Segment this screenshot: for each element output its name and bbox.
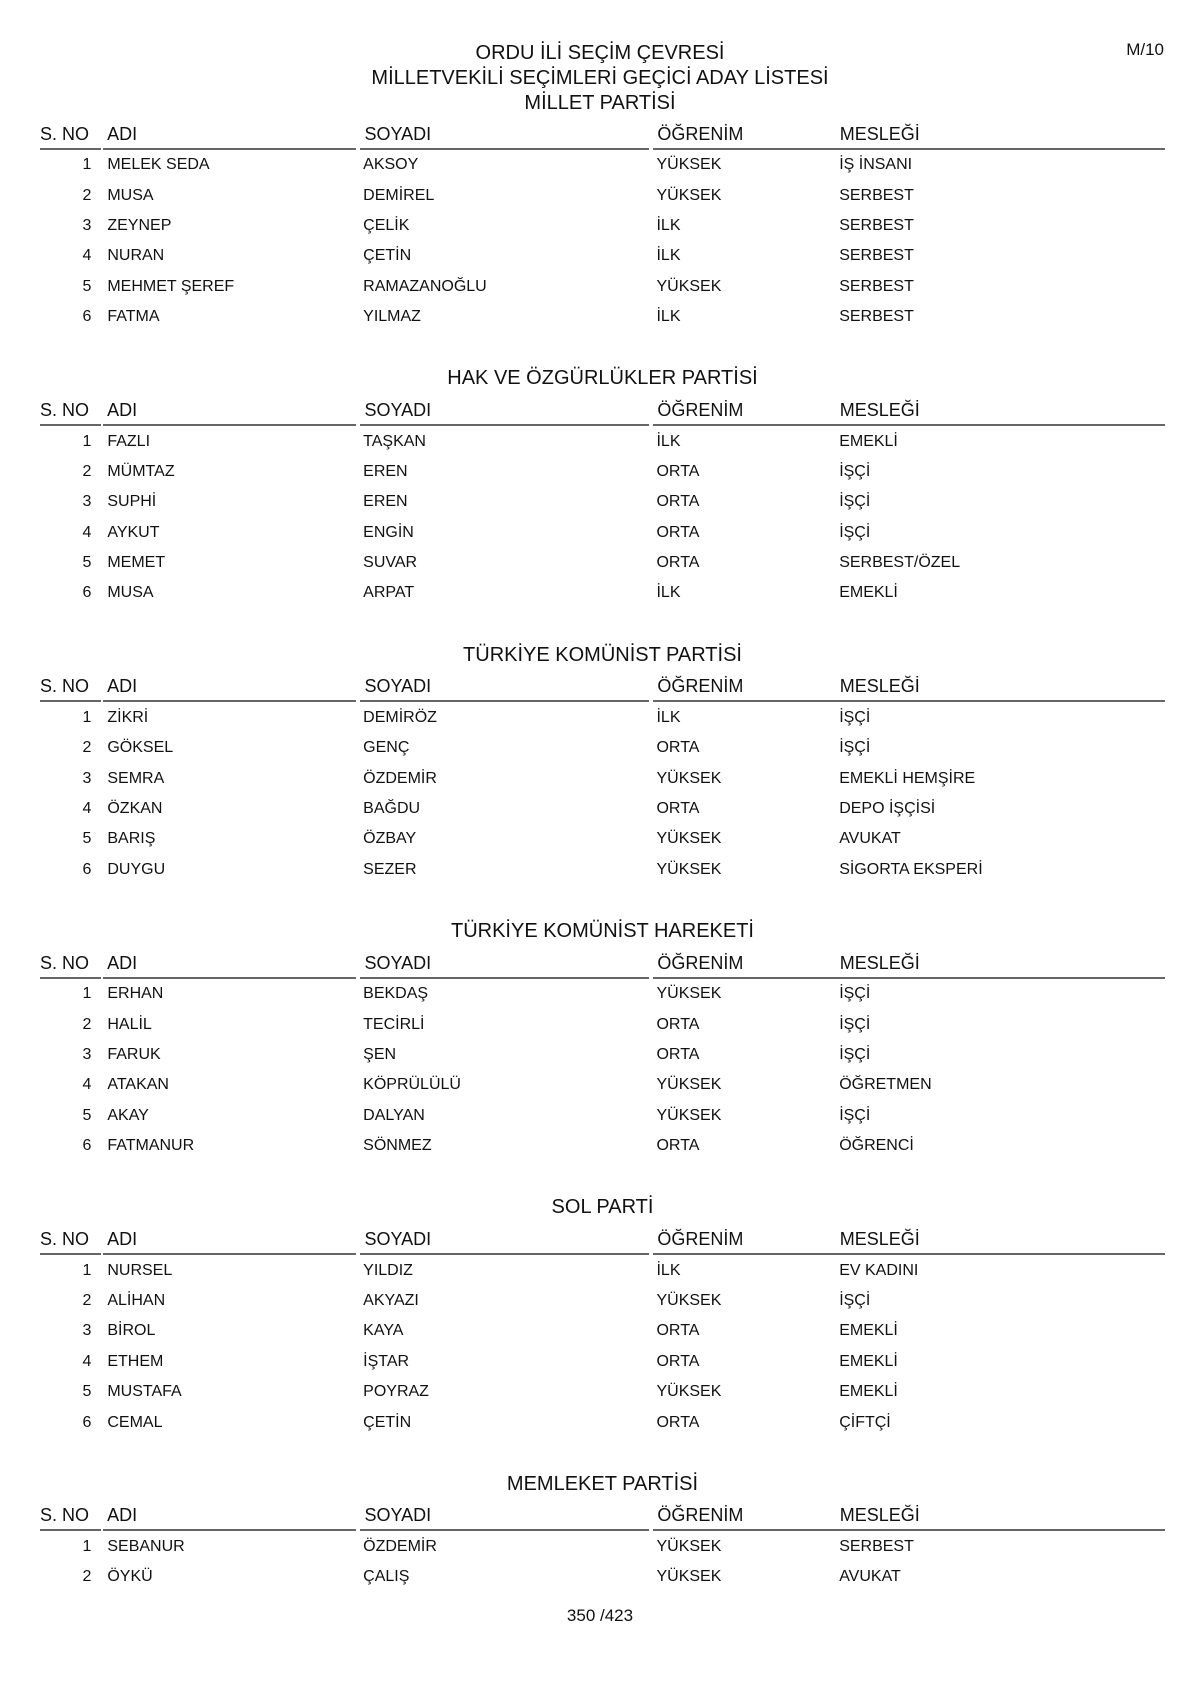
table-row <box>40 548 1165 578</box>
table-row <box>40 855 1165 885</box>
cell-soyadi: AKSOY <box>363 156 419 174</box>
column-header-soyadi: SOYADI <box>360 950 649 979</box>
cell-meslegi: İŞÇİ <box>839 739 871 757</box>
column-header-soyadi: SOYADI <box>360 121 649 150</box>
cell-soyadi: KAYA <box>363 1322 404 1340</box>
table-row <box>40 824 1165 854</box>
party-title: HAK VE ÖZGÜRLÜKLER PARTİSİ <box>447 367 758 390</box>
column-header-adi: ADI <box>103 673 356 702</box>
cell-ogrenim: YÜKSEK <box>656 1568 722 1586</box>
table-row <box>40 979 1165 1009</box>
party-section <box>40 1194 1165 1437</box>
party-section <box>40 642 1165 885</box>
cell-meslegi: İŞÇİ <box>839 1046 871 1063</box>
table-row <box>40 1070 1165 1100</box>
title-line-1: ORDU İLİ SEÇİM ÇEVRESİ <box>475 42 725 64</box>
table-row <box>40 1407 1165 1437</box>
cell-meslegi: DEPO İŞÇİSİ <box>839 800 936 818</box>
cell-s-no: 5 <box>82 1383 92 1401</box>
party-title: TÜRKİYE KOMÜNİST HAREKETİ <box>450 920 754 943</box>
cell-soyadi: BAĞDU <box>363 800 421 818</box>
cell-adi: SUPHİ <box>107 493 157 511</box>
cell-soyadi: DEMİREL <box>363 186 435 204</box>
cell-soyadi: YILDIZ <box>363 1261 413 1279</box>
cell-soyadi: DEMİRÖZ <box>363 708 437 726</box>
cell-ogrenim: İLK <box>656 1261 681 1279</box>
cell-meslegi: ÇİFTÇİ <box>839 1413 891 1431</box>
cell-adi: DUYGU <box>107 860 166 878</box>
cell-ogrenim: ORTA <box>656 1352 700 1370</box>
column-header-s-no: S. NO <box>40 121 101 150</box>
cell-meslegi: EMEKLİ <box>839 1383 898 1401</box>
cell-adi: ETHEM <box>107 1352 164 1370</box>
cell-meslegi: SERBEST <box>839 308 914 326</box>
candidate-lists <box>40 120 1165 1626</box>
cell-meslegi: SERBEST <box>839 247 914 265</box>
cell-soyadi: EREN <box>363 493 408 511</box>
cell-meslegi: İŞ İNSANI <box>839 156 913 174</box>
cell-soyadi: İŞTAR <box>363 1352 410 1370</box>
column-header-soyadi: SOYADI <box>360 1502 649 1531</box>
table-row <box>40 578 1165 608</box>
cell-meslegi: AVUKAT <box>839 1568 901 1586</box>
cell-adi: FATMANUR <box>107 1137 195 1155</box>
table-row <box>40 1377 1165 1407</box>
cell-ogrenim: YÜKSEK <box>656 769 722 787</box>
cell-soyadi: ÇETİN <box>363 1413 412 1431</box>
cell-s-no: 1 <box>82 1261 92 1279</box>
cell-ogrenim: ORTA <box>656 800 700 818</box>
cell-s-no: 1 <box>82 432 92 450</box>
column-header-soyadi: SOYADI <box>360 1226 649 1255</box>
cell-soyadi: ÇETİN <box>363 247 412 265</box>
table-row <box>40 1286 1165 1316</box>
table-header <box>40 1225 1165 1255</box>
table-row <box>40 1009 1165 1039</box>
cell-s-no: 5 <box>82 830 92 848</box>
cell-meslegi: İŞÇİ <box>839 1106 871 1124</box>
cell-soyadi: GENÇ <box>363 739 410 757</box>
cell-s-no: 3 <box>82 769 92 787</box>
column-header-meslegi: MESLEĞİ <box>836 950 1165 979</box>
cell-adi: ATAKAN <box>107 1076 169 1094</box>
cell-meslegi: SİGORTA EKSPERİ <box>839 860 983 878</box>
cell-adi: NURAN <box>107 247 165 265</box>
cell-ogrenim: YÜKSEK <box>656 985 722 1003</box>
cell-s-no: 6 <box>82 308 92 326</box>
table-row <box>40 302 1165 332</box>
cell-soyadi: AKYAZI <box>363 1291 419 1309</box>
cell-meslegi: EMEKLİ <box>839 1322 898 1340</box>
column-header-meslegi: MESLEĞİ <box>836 1502 1165 1531</box>
cell-adi: NURSEL <box>107 1261 173 1279</box>
cell-meslegi: SERBEST <box>839 1537 914 1555</box>
cell-ogrenim: ORTA <box>656 554 700 572</box>
cell-meslegi: İŞÇİ <box>839 462 871 480</box>
cell-adi: FARUK <box>107 1046 161 1063</box>
cell-soyadi: SUVAR <box>363 554 418 572</box>
cell-adi: GÖKSEL <box>107 739 174 757</box>
cell-soyadi: BEKDAŞ <box>363 985 429 1003</box>
cell-soyadi: ÖZDEMİR <box>363 769 437 787</box>
table-row <box>40 1040 1165 1070</box>
cell-ogrenim: ORTA <box>656 1046 700 1063</box>
cell-soyadi: TECİRLİ <box>363 1015 425 1033</box>
cell-soyadi: ÇALIŞ <box>363 1568 410 1586</box>
page-code: M/10 <box>1126 40 1164 59</box>
column-header-meslegi: MESLEĞİ <box>836 397 1165 426</box>
cell-meslegi: SERBEST/ÖZEL <box>839 554 961 572</box>
cell-s-no: 2 <box>82 1568 92 1586</box>
cell-meslegi: EV KADINI <box>839 1261 919 1279</box>
cell-s-no: 3 <box>82 1046 92 1063</box>
party-section <box>40 918 1165 1161</box>
cell-soyadi: POYRAZ <box>363 1383 429 1401</box>
table-header <box>40 396 1165 426</box>
table-header <box>40 120 1165 150</box>
cell-ogrenim: ORTA <box>656 523 700 541</box>
table-row <box>40 487 1165 517</box>
cell-s-no: 6 <box>82 860 92 878</box>
cell-adi: MÜMTAZ <box>107 462 175 480</box>
table-row <box>40 1131 1165 1161</box>
cell-meslegi: İŞÇİ <box>839 1291 871 1309</box>
column-header-adi: ADI <box>103 121 356 150</box>
cell-meslegi: SERBEST <box>839 277 914 295</box>
cell-meslegi: EMEKLİ <box>839 584 898 602</box>
column-header-s-no: S. NO <box>40 673 101 702</box>
column-header-adi: ADI <box>103 397 356 426</box>
cell-s-no: 2 <box>82 1015 92 1033</box>
cell-ogrenim: ORTA <box>656 1322 700 1340</box>
cell-adi: MEMET <box>107 554 166 572</box>
cell-meslegi: İŞÇİ <box>839 708 871 726</box>
cell-ogrenim: ORTA <box>656 493 700 511</box>
cell-soyadi: ÖZBAY <box>363 830 417 848</box>
table-row <box>40 703 1165 733</box>
column-header-meslegi: MESLEĞİ <box>836 121 1165 150</box>
column-header-adi: ADI <box>103 1502 356 1531</box>
table-row <box>40 1347 1165 1377</box>
table-row <box>40 241 1165 271</box>
cell-s-no: 2 <box>82 462 92 480</box>
column-header-s-no: S. NO <box>40 1502 101 1531</box>
cell-s-no: 3 <box>82 493 92 511</box>
cell-soyadi: YILMAZ <box>363 308 421 326</box>
table-header <box>40 1502 1165 1532</box>
cell-s-no: 6 <box>82 1413 92 1431</box>
column-header-adi: ADI <box>103 1226 356 1255</box>
cell-adi: MEHMET ŞEREF <box>107 277 235 295</box>
cell-soyadi: ŞEN <box>363 1046 397 1063</box>
cell-adi: ERHAN <box>107 985 164 1003</box>
cell-soyadi: ÇELİK <box>363 216 410 234</box>
column-header-adi: ADI <box>103 950 356 979</box>
cell-ogrenim: YÜKSEK <box>656 830 722 848</box>
cell-adi: MELEK SEDA <box>107 156 210 174</box>
cell-adi: ZEYNEP <box>107 216 172 234</box>
cell-ogrenim: YÜKSEK <box>656 1291 722 1309</box>
cell-ogrenim: YÜKSEK <box>656 186 722 204</box>
cell-meslegi: İŞÇİ <box>839 523 871 541</box>
cell-soyadi: ENGİN <box>363 523 414 541</box>
table-header <box>40 949 1165 979</box>
cell-ogrenim: İLK <box>656 708 681 726</box>
cell-soyadi: EREN <box>363 462 408 480</box>
table-row <box>40 794 1165 824</box>
table-row <box>40 457 1165 487</box>
cell-adi: CEMAL <box>107 1413 163 1431</box>
column-header-ogrenim: ÖĞRENİM <box>653 397 835 426</box>
cell-meslegi: SERBEST <box>839 216 914 234</box>
cell-meslegi: AVUKAT <box>839 830 901 848</box>
cell-ogrenim: YÜKSEK <box>656 1076 722 1094</box>
cell-meslegi: ÖĞRETMEN <box>839 1076 932 1094</box>
cell-ogrenim: YÜKSEK <box>656 277 722 295</box>
cell-s-no: 3 <box>82 1322 92 1340</box>
cell-meslegi: SERBEST <box>839 186 914 204</box>
cell-s-no: 2 <box>82 1291 92 1309</box>
cell-adi: SEMRA <box>107 769 165 787</box>
column-header-ogrenim: ÖĞRENİM <box>653 1502 835 1531</box>
table-row <box>40 1316 1165 1346</box>
cell-s-no: 6 <box>82 1137 92 1155</box>
cell-meslegi: İŞÇİ <box>839 1015 871 1033</box>
cell-s-no: 2 <box>82 186 92 204</box>
party-section <box>40 365 1165 608</box>
cell-s-no: 1 <box>82 1537 92 1555</box>
party-section <box>40 120 1165 332</box>
column-header-ogrenim: ÖĞRENİM <box>653 673 835 702</box>
table-row <box>40 1562 1165 1592</box>
column-header-s-no: S. NO <box>40 1226 101 1255</box>
column-header-s-no: S. NO <box>40 397 101 426</box>
column-header-ogrenim: ÖĞRENİM <box>653 121 835 150</box>
cell-adi: BARIŞ <box>107 830 156 848</box>
table-row <box>40 1101 1165 1131</box>
cell-adi: FAZLI <box>107 432 151 450</box>
cell-adi: MUSA <box>107 584 154 602</box>
cell-adi: ÖYKÜ <box>107 1568 153 1586</box>
cell-soyadi: TAŞKAN <box>363 432 426 450</box>
cell-adi: BİROL <box>107 1322 156 1340</box>
column-header-ogrenim: ÖĞRENİM <box>653 950 835 979</box>
column-header-meslegi: MESLEĞİ <box>836 673 1165 702</box>
cell-s-no: 3 <box>82 216 92 234</box>
party-title: SOL PARTİ <box>551 1196 654 1219</box>
cell-ogrenim: ORTA <box>656 1015 700 1033</box>
cell-soyadi: SEZER <box>363 860 417 878</box>
cell-meslegi: EMEKLİ <box>839 1352 898 1370</box>
cell-ogrenim: YÜKSEK <box>656 1537 722 1555</box>
cell-soyadi: KÖPRÜLÜLÜ <box>363 1076 461 1094</box>
column-header-soyadi: SOYADI <box>360 673 649 702</box>
cell-ogrenim: İLK <box>656 584 681 602</box>
cell-ogrenim: ORTA <box>656 1137 700 1155</box>
cell-adi: ÖZKAN <box>107 800 163 818</box>
cell-adi: MUSTAFA <box>107 1383 182 1401</box>
table-row <box>40 1255 1165 1285</box>
cell-s-no: 2 <box>82 739 92 757</box>
cell-s-no: 1 <box>82 985 92 1003</box>
cell-s-no: 6 <box>82 584 92 602</box>
cell-s-no: 5 <box>82 554 92 572</box>
party-section <box>40 1471 1165 1593</box>
cell-s-no: 5 <box>82 1106 92 1124</box>
cell-meslegi: ÖĞRENCİ <box>839 1137 914 1155</box>
cell-s-no: 4 <box>82 1352 92 1370</box>
table-row <box>40 211 1165 241</box>
cell-s-no: 4 <box>82 247 92 265</box>
party-title: MEMLEKET PARTİSİ <box>506 1472 699 1495</box>
cell-soyadi: ÖZDEMİR <box>363 1537 437 1555</box>
table-row <box>40 426 1165 456</box>
cell-meslegi: İŞÇİ <box>839 493 871 511</box>
cell-ogrenim: YÜKSEK <box>656 860 722 878</box>
column-header-soyadi: SOYADI <box>360 397 649 426</box>
cell-adi: AYKUT <box>107 523 160 541</box>
table-row <box>40 150 1165 180</box>
table-row <box>40 518 1165 548</box>
table-row <box>40 1532 1165 1562</box>
cell-ogrenim: İLK <box>656 308 681 326</box>
cell-ogrenim: İLK <box>656 247 681 265</box>
cell-s-no: 1 <box>82 708 92 726</box>
column-header-s-no: S. NO <box>40 950 101 979</box>
party-title: TÜRKİYE KOMÜNİST PARTİSİ <box>463 643 742 666</box>
table-row <box>40 763 1165 793</box>
cell-adi: HALİL <box>107 1015 152 1033</box>
cell-meslegi: EMEKLİ <box>839 432 898 450</box>
document-title <box>0 41 1200 116</box>
cell-soyadi: DALYAN <box>363 1106 425 1124</box>
cell-adi: AKAY <box>107 1106 149 1124</box>
table-row <box>40 272 1165 302</box>
cell-adi: MUSA <box>107 186 154 204</box>
cell-ogrenim: İLK <box>656 216 681 234</box>
cell-adi: ALİHAN <box>107 1291 166 1309</box>
column-header-ogrenim: ÖĞRENİM <box>653 1226 835 1255</box>
cell-ogrenim: YÜKSEK <box>656 1106 722 1124</box>
cell-adi: SEBANUR <box>107 1537 185 1555</box>
table-row <box>40 180 1165 210</box>
table-row <box>40 733 1165 763</box>
cell-adi: ZİKRİ <box>107 708 149 726</box>
page-number: 350 /423 <box>566 1606 634 1625</box>
cell-s-no: 4 <box>82 523 92 541</box>
first-party-title: MİLLET PARTİSİ <box>524 92 676 114</box>
cell-soyadi: SÖNMEZ <box>363 1137 432 1155</box>
cell-ogrenim: YÜKSEK <box>656 1383 722 1401</box>
table-header <box>40 673 1165 703</box>
cell-ogrenim: ORTA <box>656 462 700 480</box>
title-line-2: MİLLETVEKİLİ SEÇİMLERİ GEÇİCİ ADAY LİSTESİ <box>371 67 829 89</box>
cell-ogrenim: ORTA <box>656 739 700 757</box>
cell-s-no: 4 <box>82 1076 92 1094</box>
cell-ogrenim: ORTA <box>656 1413 700 1431</box>
cell-soyadi: ARPAT <box>363 584 415 602</box>
cell-s-no: 5 <box>82 277 92 295</box>
cell-adi: FATMA <box>107 308 160 326</box>
cell-meslegi: İŞÇİ <box>839 985 871 1003</box>
cell-s-no: 1 <box>82 156 92 174</box>
cell-meslegi: EMEKLİ HEMŞİRE <box>839 769 976 787</box>
cell-s-no: 4 <box>82 800 92 818</box>
cell-ogrenim: İLK <box>656 432 681 450</box>
column-header-meslegi: MESLEĞİ <box>836 1226 1165 1255</box>
cell-soyadi: RAMAZANOĞLU <box>363 277 487 295</box>
cell-ogrenim: YÜKSEK <box>656 156 722 174</box>
